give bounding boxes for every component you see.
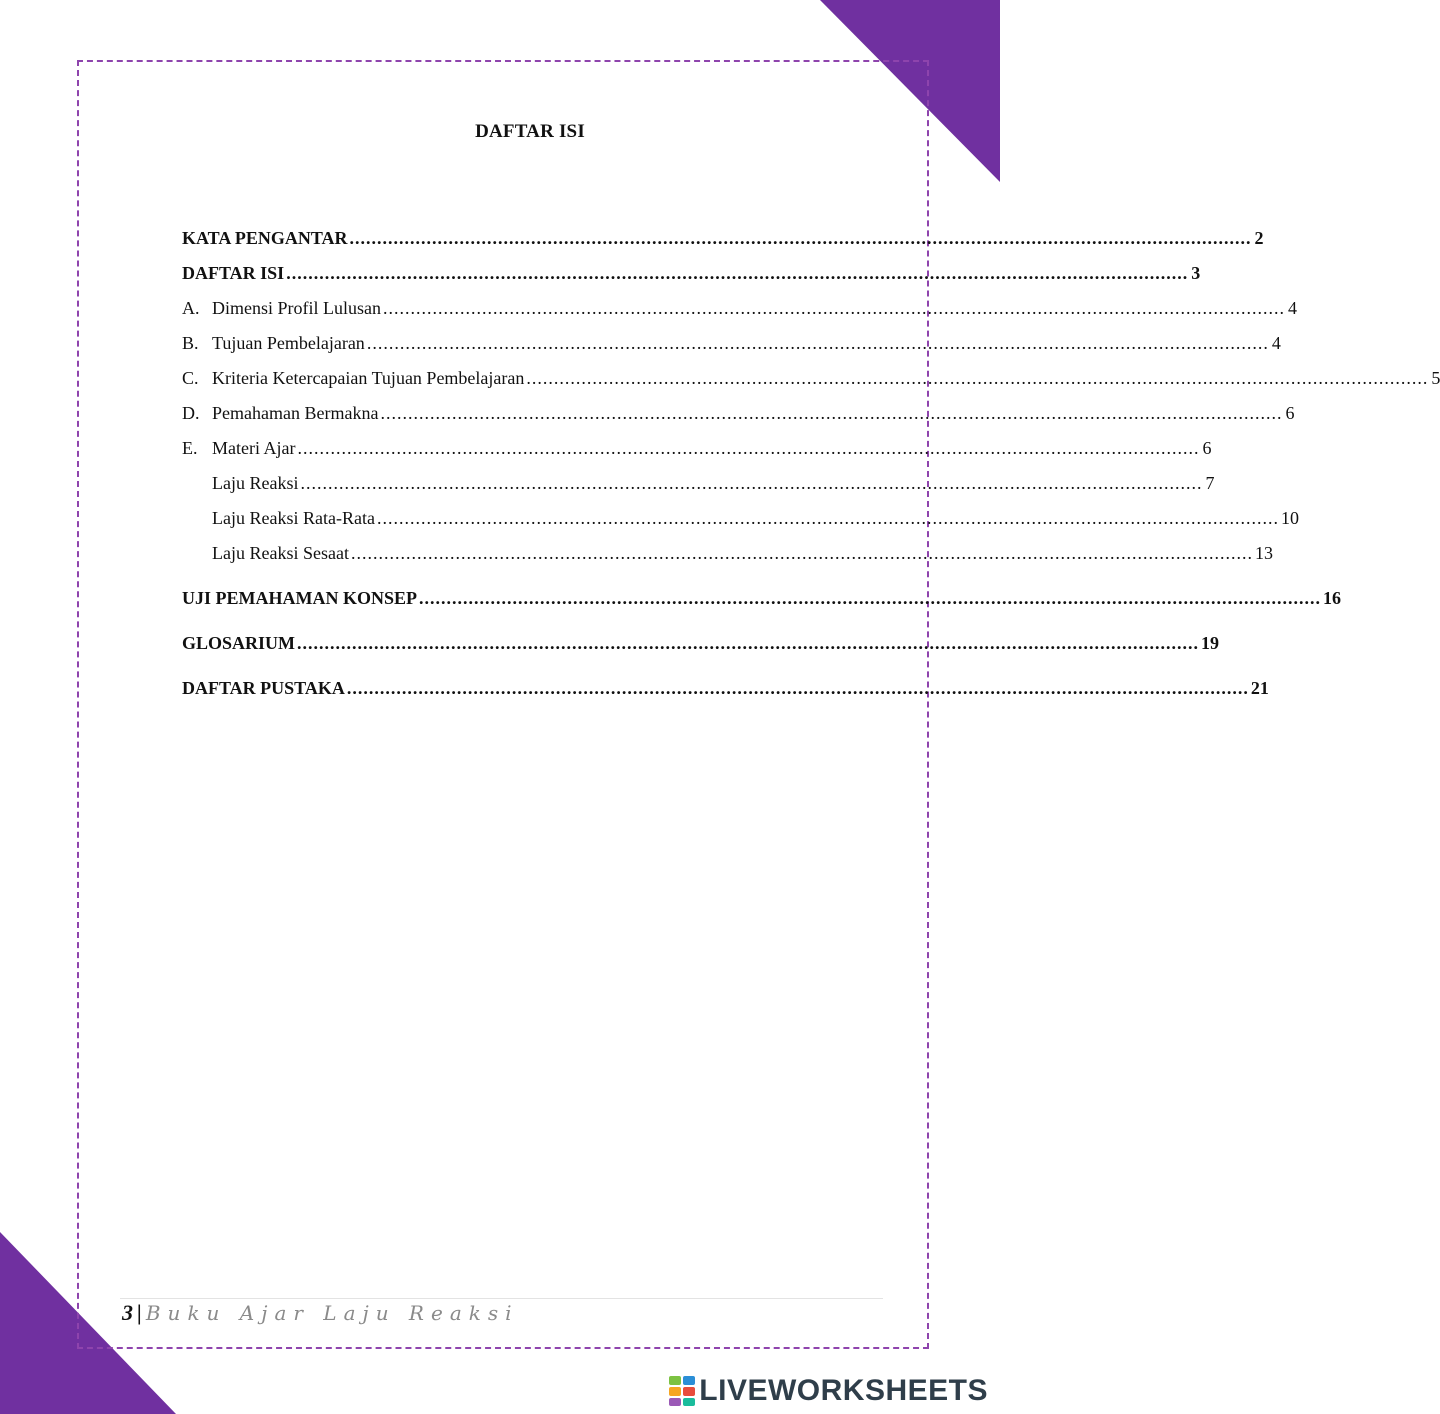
toc-entry-page: 6 bbox=[1285, 403, 1295, 423]
toc-entry-page: 6 bbox=[1202, 438, 1212, 458]
toc-entry-label: Dimensi Profil Lulusan bbox=[212, 298, 381, 318]
toc-leader-dots: .................................................................................................................................................................... bbox=[349, 228, 1252, 248]
toc-leader-dots: .................................................................................................................................................................... bbox=[376, 508, 1279, 528]
liveworksheets-brand bbox=[669, 1374, 988, 1408]
toc-entry-page: 5 bbox=[1431, 368, 1440, 388]
liveworksheets-logo-icon bbox=[669, 1376, 695, 1406]
toc-leader-dots: .................................................................................................................................................................... bbox=[297, 438, 1200, 458]
toc-leader-dots: .................................................................................................................................................................... bbox=[346, 678, 1249, 698]
toc-leader-dots: .................................................................................................................................................................... bbox=[526, 368, 1429, 388]
toc-entry-kata-pengantar[interactable] bbox=[182, 226, 1264, 261]
toc-leader-dots: .................................................................................................................................................................... bbox=[286, 263, 1189, 283]
toc-entry-page: 16 bbox=[1323, 588, 1341, 608]
toc-entry-label: Laju Reaksi Sesaat bbox=[212, 543, 349, 563]
toc-entry-letter: C. bbox=[182, 368, 199, 388]
toc-leader-dots: .................................................................................................................................................................... bbox=[350, 543, 1253, 563]
toc-entry-page: 19 bbox=[1201, 633, 1220, 653]
toc-entry-d[interactable] bbox=[182, 401, 1295, 436]
toc-entry-page: 10 bbox=[1280, 508, 1299, 528]
toc-entry-label: Laju Reaksi bbox=[212, 473, 299, 493]
toc-entry-label: GLOSARIUM bbox=[182, 633, 296, 653]
toc-leader-dots: .................................................................................................................................................................... bbox=[297, 633, 1200, 653]
toc-entry-glosarium[interactable] bbox=[182, 631, 1220, 666]
toc-entry-a[interactable] bbox=[182, 296, 1297, 331]
toc-leader-dots: .................................................................................................................................................................... bbox=[380, 403, 1283, 423]
toc-entry-label: Kriteria Ketercapaian Tujuan Pembelajaran bbox=[212, 368, 525, 388]
toc-entry-daftar-isi[interactable] bbox=[182, 261, 1201, 296]
toc-entry-label: DAFTAR ISI bbox=[182, 263, 285, 283]
toc-entry-page: 3 bbox=[1191, 263, 1201, 283]
footer-divider bbox=[120, 1298, 883, 1299]
toc-entry-e[interactable] bbox=[182, 436, 1212, 471]
toc-entry-page: 4 bbox=[1288, 298, 1297, 318]
toc-entry-page: 7 bbox=[1205, 473, 1215, 493]
toc-entry-page: 2 bbox=[1254, 228, 1264, 248]
toc-entry-b[interactable] bbox=[182, 331, 1281, 366]
toc-entry-page: 21 bbox=[1250, 678, 1269, 698]
toc-entry-label: DAFTAR PUSTAKA bbox=[182, 678, 345, 698]
toc-subentry-laju-reaksi[interactable] bbox=[182, 471, 1215, 506]
toc-entry-label: Materi Ajar bbox=[212, 438, 296, 458]
toc-leader-dots: .................................................................................................................................................................... bbox=[366, 333, 1269, 353]
footer-book-title: Buku Ajar Laju Reaksi bbox=[145, 1301, 519, 1325]
toc-entry-c[interactable] bbox=[182, 366, 1440, 401]
liveworksheets-wordmark: LIVEWORKSHEETS bbox=[699, 1374, 988, 1407]
toc-subentry-laju-reaksi-rata-rata[interactable] bbox=[182, 506, 1299, 541]
page-footer bbox=[122, 1300, 519, 1326]
footer-page-number: 3 bbox=[122, 1300, 133, 1325]
toc-entry-label: Laju Reaksi Rata-Rata bbox=[212, 508, 375, 528]
table-of-contents bbox=[182, 226, 1440, 711]
toc-entry-label: KATA PENGANTAR bbox=[182, 228, 348, 248]
toc-leader-dots: .................................................................................................................................................................... bbox=[383, 298, 1285, 318]
toc-subentry-laju-reaksi-sesaat[interactable] bbox=[182, 541, 1273, 576]
toc-entry-label: Pemahaman Bermakna bbox=[212, 403, 379, 423]
toc-entry-uji-pemahaman-konsep[interactable] bbox=[182, 586, 1341, 621]
toc-entry-page: 4 bbox=[1271, 333, 1281, 353]
toc-entry-page: 13 bbox=[1254, 543, 1273, 563]
toc-entry-label: UJI PEMAHAMAN KONSEP bbox=[182, 588, 417, 608]
toc-leader-dots: .................................................................................................................................................................... bbox=[300, 473, 1203, 493]
footer-separator: | bbox=[137, 1300, 142, 1325]
toc-entry-letter: E. bbox=[182, 438, 198, 458]
toc-entry-letter: A. bbox=[182, 298, 200, 318]
toc-entry-daftar-pustaka[interactable] bbox=[182, 676, 1269, 711]
toc-leader-dots: .................................................................................................................................................................... bbox=[419, 588, 1321, 608]
toc-entry-letter: B. bbox=[182, 333, 199, 353]
page-title: DAFTAR ISI bbox=[475, 121, 585, 142]
toc-entry-label: Tujuan Pembelajaran bbox=[212, 333, 365, 353]
toc-entry-letter: D. bbox=[182, 403, 200, 423]
